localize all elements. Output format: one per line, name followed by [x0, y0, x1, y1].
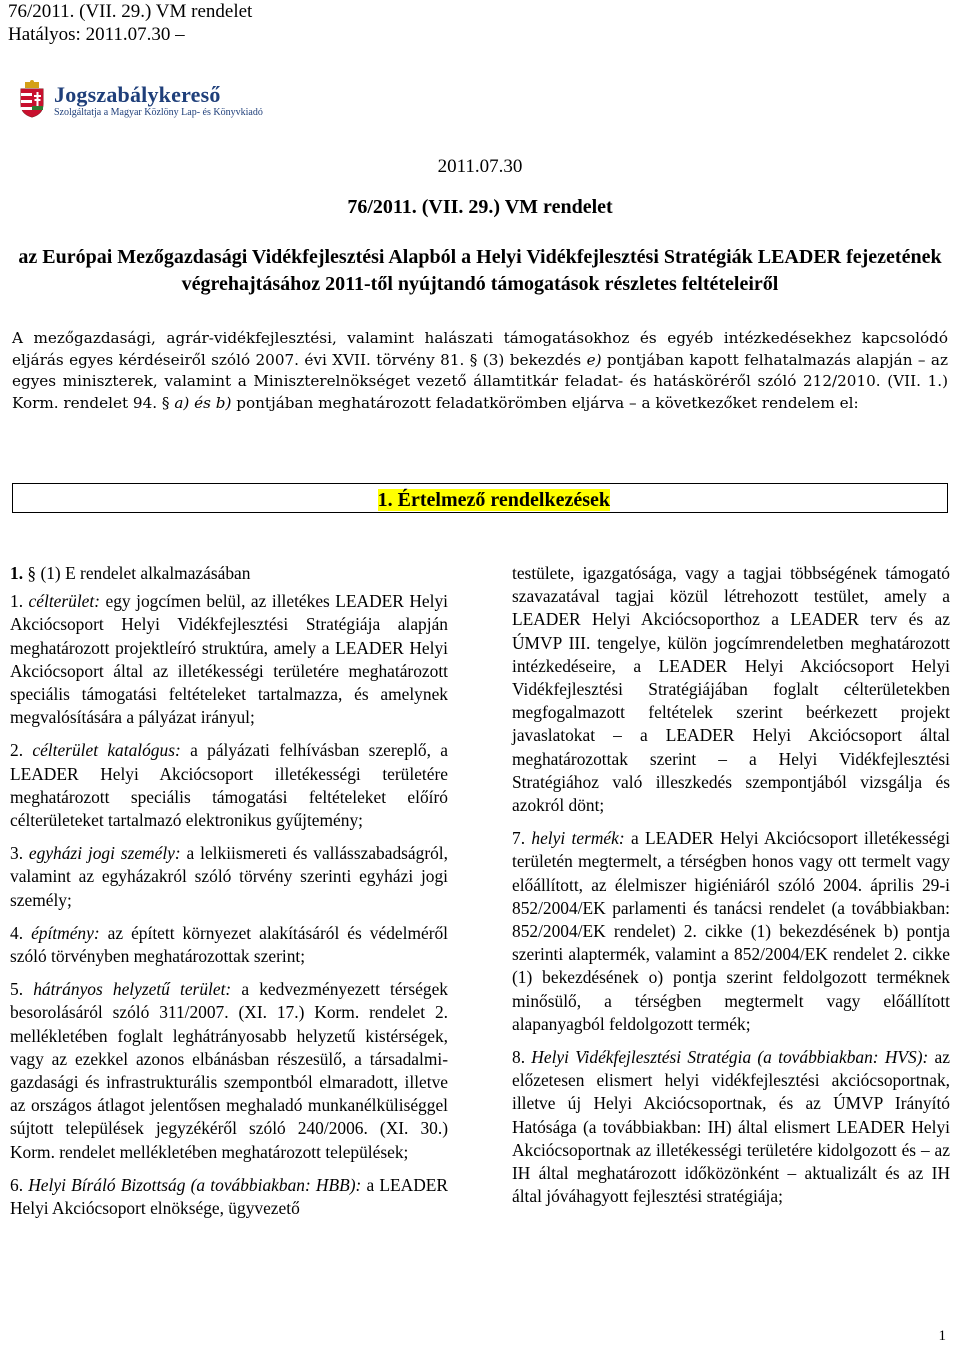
hungarian-coat-of-arms-icon	[18, 80, 46, 118]
regulation-number: 76/2011. (VII. 29.) VM rendelet	[347, 196, 613, 218]
definition-number: 5.	[10, 979, 34, 1000]
definition-text: a kedvezményezett térségek besorolásáról szóló 311/2007. (XI. 17.) Korm. rendelet 2. mellékletében foglalt leghátrányosabb helyzetű kistérségek, vagy az ezekkel azonos elbánásban részesülő, a társadalmi-gazdasági és infrastrukturális szempontból elmaradott, illetve az országos átlagot jelentősen meghaladó munkanélküliséggel sújtott települések jegyzékéről szóló 240/2006. (XI. 30.) Korm. rendelet mellékletében meghatározott települések;	[10, 979, 448, 1162]
definition-term: célterület katalógus:	[32, 740, 181, 761]
preamble-part-2: pontjában kapott felhatalmazás alapján – az egyes miniszterek, valamint a Miniszterelnökséget vezető államtitkár feladat- és hatásköréről szóló 212/2010. (VII. 1.) Korm. rendelet 94. §	[12, 350, 948, 412]
header-regulation: 76/2011. (VII. 29.) VM rendelet	[8, 1, 253, 22]
logo-subtitle: Szolgáltatja a Magyar Közlöny Lap- és Könyvkiadó	[54, 107, 263, 118]
definition-number: 7.	[512, 828, 532, 849]
section-heading	[378, 489, 610, 512]
definition-term: Helyi Bíráló Bizottság (a továbbiakban: HBB):	[28, 1174, 362, 1195]
definition-item	[10, 978, 448, 1164]
definition-number: 3.	[10, 843, 29, 864]
definition-item	[512, 827, 950, 1036]
left-column	[10, 562, 448, 1230]
definition-term: hátrányos helyzetű terület:	[33, 979, 232, 1000]
definition-term: Helyi Vidékfejlesztési Stratégia (a továbbiakban: HVS):	[531, 1047, 929, 1068]
preamble-part-1: A mezőgazdasági, agrár-vidékfejlesztési, valamint halászati támogatásokhoz és egyéb intézkedésekhez kapcsolódó eljárás egyes kérdéseiről szóló 2007. évi XVII. törvény 81. § (3) bekezdés	[12, 329, 948, 369]
definition-number: 1.	[10, 591, 29, 612]
definition-number: 6.	[10, 1174, 29, 1195]
paragraph-number: 1.	[10, 563, 24, 583]
definition-text: egy jogcímen belül, az illetékes LEADER Helyi Akciócsoport Helyi Vidékfejlesztési Stratégiája alapján meghatározott projektleíró struktúra, amely a LEADER Helyi Akciócsoport által az illetékességi területére meghatározott speciális támogatási feltételeket tartalmazza, és amelynek megvalósítására a pályázat irányul;	[10, 591, 449, 728]
definition-text: a pályázati felhívásban szereplő, a LEADER Helyi Akciócsoport illetékességi területére meghatározott speciális támogatási feltételeket előíró célterületeket tartalmazó elektronikus gyűjtemény;	[10, 740, 448, 831]
document-date: 2011.07.30	[437, 156, 523, 177]
logo-title: Jogszabálykereső	[54, 82, 221, 107]
definition-term: célterület:	[28, 591, 101, 612]
page-number: 1	[938, 1328, 946, 1344]
definition-text: testülete, igazgatósága, vagy a tagjai többségének támogató szavazatával tagjai közül létrehozott testület, amely a LEADER Helyi Akciócsoporthoz a LEADER terv és az ÚMVP III. tengelye, külön jogcímrendeletben meghatározott intézkedéseire, a LEADER Helyi Akciócsoport Helyi Vidékfejlesztési Stratégiájában foglalt célterületekben megfogalmazott feltételek szerint beérkezett projekt javaslatokat – a LEADER Helyi Akciócsoport által meghatározottak szerint – a Helyi Vidékfejlesztési Stratégiához való illeszkedés szempontjából vizsgálja és azokról dönt;	[512, 563, 950, 816]
definition-text: a LEADER Helyi Akciócsoport illetékességi területén megtermelt, a térségben honos vagy ott termelt vagy előállított, az élelmiszer higiéniáról szóló 2004. április 29-i 852/2004/EK parlamenti és tanácsi rendelet (a továbbiakban: 852/2004/EK rendelet) 2. cikke (1) bekezdésének b) pontja szerinti alaptermék, valamint a 852/2004/EK rendelet 2. cikke (1) bekezdésének o) pontja szerint feldolgozott terméknek minősülő, a térségben megtermelt vagy előállított alapanyagból feldolgozott termék;	[512, 828, 951, 1034]
document-header	[8, 0, 252, 46]
definition-text: a LEADER Helyi Akciócsoport elnöksége, ügyvezető	[10, 1174, 448, 1219]
definition-number: 2.	[10, 740, 33, 761]
section-heading-text: 1. Értelmező rendelkezések	[377, 489, 610, 511]
definition-term: egyházi jogi személy:	[28, 843, 181, 864]
preamble	[12, 328, 948, 414]
definition-text: az előzetesen elismert helyi vidékfejlesztési akciócsoportnak, illetve új Helyi Akciócsoportnak, és az ÚMVP Irányító Hatósága (a továbbiakban: IH) által elismert LEADER Helyi Akciócsoportnak az illetékességi területére kidolgozott és – az IH által meghatározott időközönként – aktualizált és az IH által jóváhagyott fejlesztési stratégiája;	[512, 1047, 950, 1207]
preamble-points-ab: a) és b)	[174, 393, 232, 412]
preamble-part-3: pontjában meghatározott feladatkörömben eljárva – a következőket rendelem el:	[231, 393, 859, 412]
definition-item	[10, 842, 448, 912]
definition-item	[512, 1046, 950, 1208]
definition-item	[10, 739, 448, 832]
definition-text: az épített környezet alakításáról és védelméről szóló törvényben meghatározottak szerint;	[10, 922, 449, 967]
definition-number: 8.	[512, 1047, 532, 1068]
definition-item	[10, 922, 448, 968]
definition-item	[10, 590, 448, 729]
preamble-point-e: e)	[586, 350, 602, 369]
paragraph-heading-text: § (1) E rendelet alkalmazásában	[23, 563, 251, 583]
definition-continuation	[512, 562, 950, 817]
definition-term: helyi termék:	[531, 828, 625, 849]
definition-term: építmény:	[31, 922, 100, 943]
paragraph-heading	[10, 562, 448, 585]
jogszabalykereso-logo[interactable]	[14, 80, 434, 122]
definition-text: a lelkiismereti és vallásszabadságról, valamint az egyházakról szóló törvény szerinti egyházi jogi személy;	[10, 843, 448, 910]
regulation-title: az Európai Mezőgazdasági Vidékfejlesztési Alapból a Helyi Vidékfejlesztési Stratégiák LEADER fejezetének végrehajtásához 2011-től nyújtandó támogatások részletes feltételeiről	[18, 246, 942, 295]
definition-number: 4.	[10, 922, 32, 943]
header-effective-date: Hatályos: 2011.07.30 –	[8, 24, 185, 45]
right-column	[512, 562, 950, 1218]
definition-item	[10, 1174, 448, 1220]
